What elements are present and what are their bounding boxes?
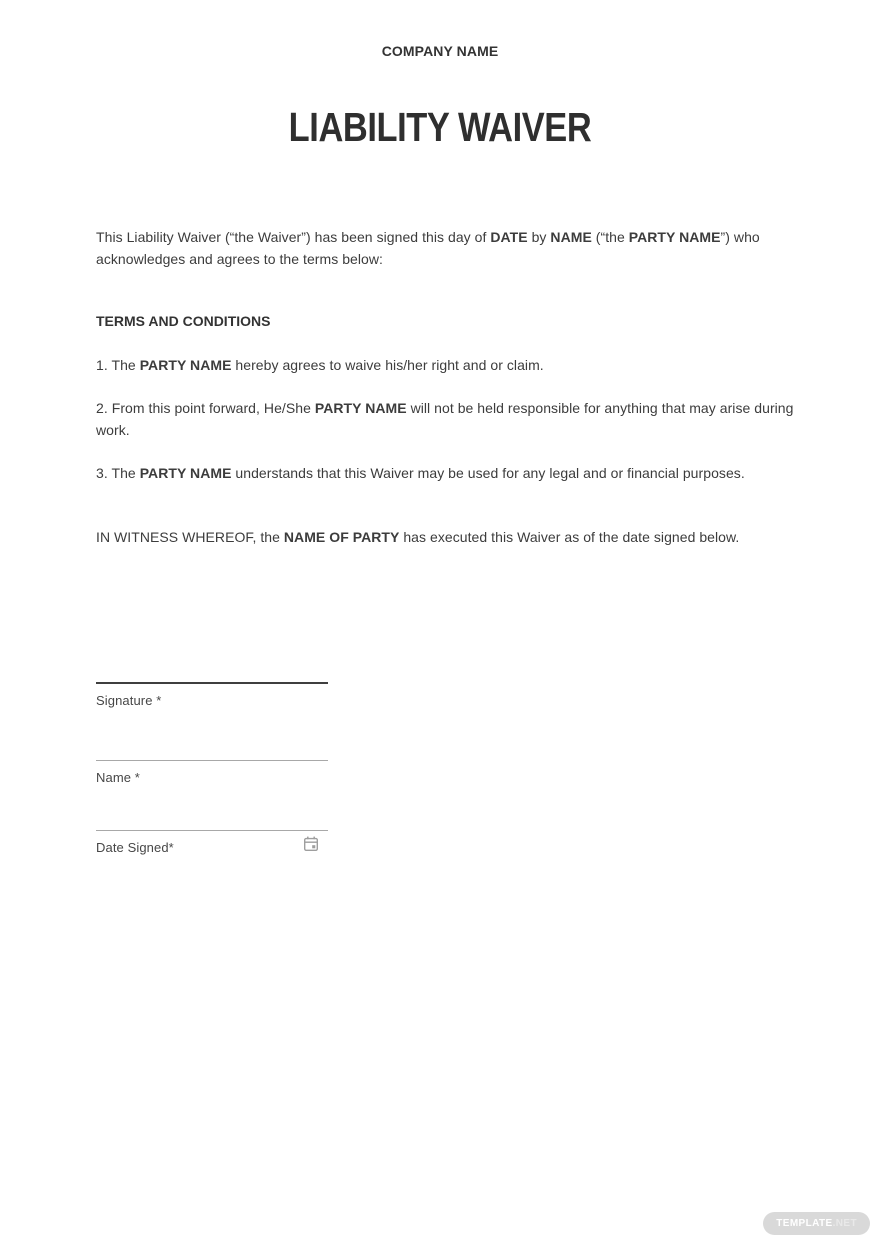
date-signed-label: Date Signed* [96,840,174,855]
template-net-watermark [763,1212,870,1235]
witness-paragraph: IN WITNESS WHEREOF, the NAME OF PARTY has executed this Waiver as of the date signed below. [96,529,740,545]
terms-heading: TERMS AND CONDITIONS [96,313,271,329]
term-item-3: 3. The PARTY NAME understands that this Waiver may be used for any legal and or financial purposes. [96,465,745,481]
date-signed-field[interactable] [96,830,328,856]
name-field[interactable] [96,760,328,786]
signature-label: Signature * [96,693,162,708]
page-title: LIABILITY WAIVER [288,104,592,150]
term-item-2: 2. From this point forward, He/She PARTY NAME will not be held responsible for anything that may arise during work. [96,400,794,438]
watermark-brand: TEMPLATE [776,1218,833,1229]
calendar-icon[interactable] [302,835,320,853]
company-name: COMPANY NAME [381,43,499,59]
watermark-suffix: .NET [832,1218,857,1229]
signature-field[interactable] [96,682,328,709]
date-input[interactable] [96,830,328,831]
signature-input[interactable] [96,682,328,684]
term-item-1: 1. The PARTY NAME hereby agrees to waive his/her right and or claim. [96,357,544,373]
intro-paragraph: This Liability Waiver (“the Waiver”) has been signed this day of DATE by NAME (“the PARTY NAME”) who acknowledges and agrees to the terms below: [96,229,760,267]
name-input[interactable] [96,760,328,761]
name-label: Name * [96,770,140,785]
